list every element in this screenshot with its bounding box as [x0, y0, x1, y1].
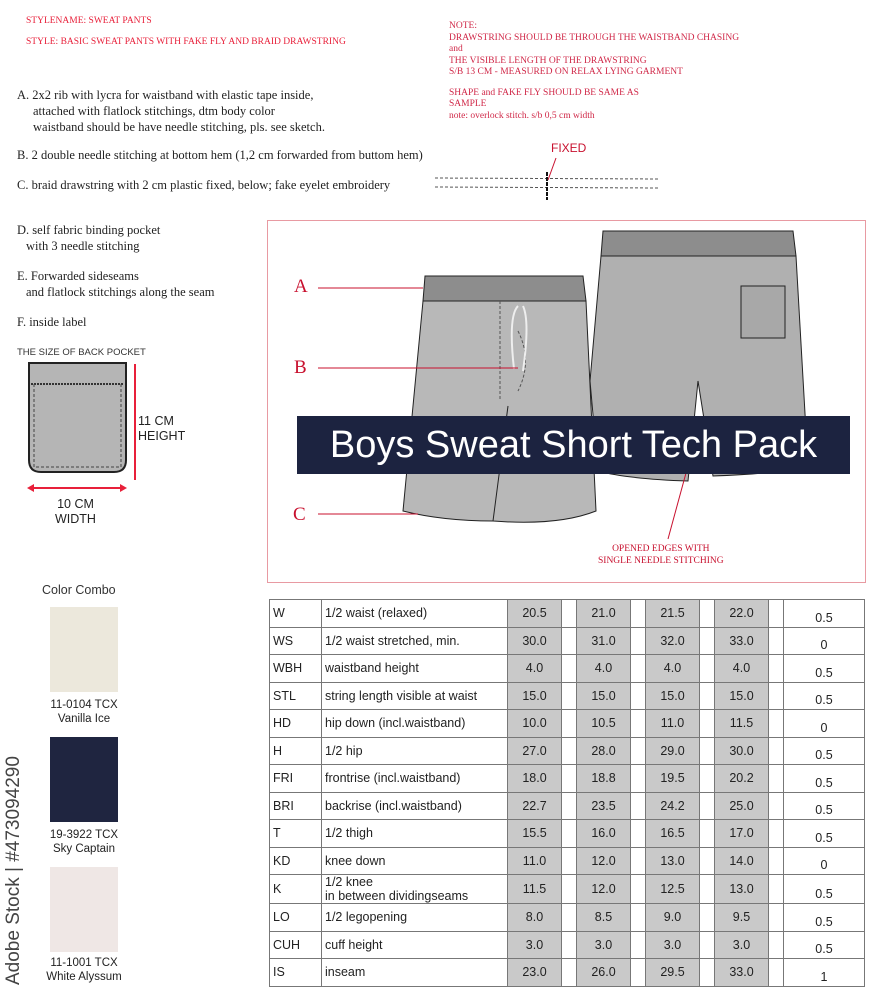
swatch-white-alyssum: [50, 867, 118, 952]
measurement-description: 1/2 waist stretched, min.: [322, 627, 508, 655]
spacer-cell: [562, 820, 577, 848]
measurement-value: 4.0: [577, 655, 631, 683]
note-line: S/B 13 CM - MEASURED ON RELAX LYING GARMENT: [449, 67, 683, 77]
color-name: Sky Captain: [52, 843, 115, 855]
spacer-cell: [769, 875, 784, 904]
spacer-cell: [631, 600, 646, 628]
measurement-code: IS: [270, 959, 322, 987]
table-row: [270, 627, 865, 655]
measurement-value: 3.0: [508, 931, 562, 959]
measurement-value: 8.5: [577, 904, 631, 932]
measurement-value: 11.0: [508, 847, 562, 875]
spacer-cell: [769, 600, 784, 628]
measurement-value: 23.0: [508, 959, 562, 987]
measurement-value: 28.0: [577, 737, 631, 765]
measurement-code: BRI: [270, 792, 322, 820]
measurement-code: T: [270, 820, 322, 848]
measurement-description: backrise (incl.waistband): [322, 792, 508, 820]
spacer-cell: [700, 875, 715, 904]
note-line: SINGLE NEEDLE STITCHING: [598, 556, 724, 566]
spacer-cell: [631, 655, 646, 683]
measurement-value: 4.0: [508, 655, 562, 683]
stylename: STYLENAME: SWEAT PANTS: [26, 16, 152, 26]
shorts-sketch: [268, 221, 864, 581]
table-row: [270, 820, 865, 848]
measurement-description: 1/2 waist (relaxed): [322, 600, 508, 628]
spec-line: and flatlock stitchings along the seam: [26, 285, 215, 299]
measurement-value: 9.0: [646, 904, 700, 932]
tolerance-value: 0: [784, 710, 865, 738]
stock-watermark: Adobe Stock | #473094290: [3, 756, 24, 985]
drawstring-note: [449, 21, 739, 122]
measurement-value: 15.0: [508, 682, 562, 710]
color-code: 11-0104 TCX: [50, 699, 118, 711]
measurement-value: 10.5: [577, 710, 631, 738]
overlock-note: note: overlock stitch. s/b 0,5 cm width: [449, 110, 595, 121]
color-name: Vanilla Ice: [57, 713, 111, 725]
spacer-cell: [562, 847, 577, 875]
spacer-cell: [700, 904, 715, 932]
color-code: 11-1001 TCX: [50, 957, 118, 969]
swatch-label: [30, 698, 138, 726]
pocket-width: [55, 497, 96, 527]
back-pocket-diagram: [25, 360, 140, 480]
table-row: [270, 655, 865, 683]
measurement-code: H: [270, 737, 322, 765]
spacer-cell: [700, 931, 715, 959]
spacer-cell: [700, 682, 715, 710]
tolerance-value: 1: [784, 959, 865, 987]
spacer-cell: [631, 875, 646, 904]
measurement-value: 3.0: [577, 931, 631, 959]
spec-line: waistband should be have needle stitching, pls. see sketch.: [33, 120, 325, 134]
spacer-cell: [631, 847, 646, 875]
note-line: SAMPLE: [449, 99, 487, 109]
measurement-code: WS: [270, 627, 322, 655]
measurement-code: HD: [270, 710, 322, 738]
drawstring-detail-diagram: [430, 150, 670, 205]
spacer-cell: [562, 765, 577, 793]
tolerance-value: 0.5: [784, 875, 865, 904]
table-row: [270, 847, 865, 875]
spec-line: A. 2x2 rib with lycra for waistband with elastic tape inside,: [17, 88, 314, 102]
spec-line: E. Forwarded sideseams: [17, 269, 139, 283]
measurement-value: 15.0: [715, 682, 769, 710]
spacer-cell: [562, 959, 577, 987]
measurement-value: 19.5: [646, 765, 700, 793]
measurement-value: 14.0: [715, 847, 769, 875]
spacer-cell: [631, 765, 646, 793]
measurement-value: 11.5: [508, 875, 562, 904]
measurement-value: 15.0: [646, 682, 700, 710]
measurement-description: 1/2 knee in between dividingseams: [322, 875, 508, 904]
spacer-cell: [631, 904, 646, 932]
swatch-label: [30, 828, 138, 856]
swatch-label: [30, 956, 138, 984]
measurement-description: frontrise (incl.waistband): [322, 765, 508, 793]
measurement-code: W: [270, 600, 322, 628]
note-line: SHAPE and FAKE FLY SHOULD BE SAME AS: [449, 87, 639, 98]
spacer-cell: [769, 655, 784, 683]
spacer-cell: [700, 765, 715, 793]
spacer-cell: [562, 931, 577, 959]
measurement-value: 20.5: [508, 600, 562, 628]
spacer-cell: [769, 627, 784, 655]
measurement-value: 30.0: [508, 627, 562, 655]
pocket-width-arrow: [25, 482, 135, 494]
spacer-cell: [631, 820, 646, 848]
pocket-width-value: 10 CM: [57, 497, 94, 511]
measurement-description: waistband height: [322, 655, 508, 683]
measurement-code: KD: [270, 847, 322, 875]
spacer-cell: [769, 682, 784, 710]
spec-d: [17, 222, 160, 254]
fixed-label: FIXED: [551, 141, 587, 155]
measurement-value: 24.2: [646, 792, 700, 820]
tolerance-value: 0.5: [784, 931, 865, 959]
measurement-value: 25.0: [715, 792, 769, 820]
measurement-table: [269, 599, 865, 987]
measurement-value: 12.0: [577, 847, 631, 875]
tolerance-value: 0: [784, 627, 865, 655]
measurement-code: K: [270, 875, 322, 904]
pocket-height-label: HEIGHT: [138, 429, 186, 443]
tolerance-value: 0.5: [784, 820, 865, 848]
opened-edges-note: [598, 543, 724, 567]
tolerance-value: 0.5: [784, 655, 865, 683]
measurement-value: 31.0: [577, 627, 631, 655]
spacer-cell: [700, 737, 715, 765]
marker-b: B: [294, 357, 307, 378]
color-combo-title: Color Combo: [42, 583, 116, 597]
spacer-cell: [769, 792, 784, 820]
spacer-cell: [700, 847, 715, 875]
spec-line: attached with flatlock stitchings, dtm body color: [33, 104, 275, 118]
measurement-value: 12.5: [646, 875, 700, 904]
spec-f: F. inside label: [17, 315, 87, 329]
measurement-code: FRI: [270, 765, 322, 793]
spacer-cell: [562, 655, 577, 683]
measurement-value: 11.0: [646, 710, 700, 738]
spec-line: with 3 needle stitching: [26, 239, 140, 253]
measurement-value: 29.0: [646, 737, 700, 765]
measurement-value: 4.0: [646, 655, 700, 683]
measurement-code: STL: [270, 682, 322, 710]
spacer-cell: [700, 710, 715, 738]
measurement-value: 23.5: [577, 792, 631, 820]
table-row: [270, 737, 865, 765]
spacer-cell: [631, 710, 646, 738]
measurement-value: 21.0: [577, 600, 631, 628]
spacer-cell: [769, 959, 784, 987]
tolerance-value: 0.5: [784, 792, 865, 820]
measurement-value: 3.0: [646, 931, 700, 959]
spec-a: [17, 87, 325, 135]
measurement-value: 21.5: [646, 600, 700, 628]
measurement-value: 27.0: [508, 737, 562, 765]
spacer-cell: [631, 737, 646, 765]
spacer-cell: [700, 959, 715, 987]
measurement-description: 1/2 hip: [322, 737, 508, 765]
spacer-cell: [700, 792, 715, 820]
measurement-value: 30.0: [715, 737, 769, 765]
title-banner: Boys Sweat Short Tech Pack: [297, 416, 850, 474]
spacer-cell: [769, 904, 784, 932]
swatch-vanilla-ice: [50, 607, 118, 692]
spec-c: C. braid drawstring with 2 cm plastic fixed, below; fake eyelet embroidery: [17, 178, 391, 192]
spacer-cell: [562, 600, 577, 628]
spacer-cell: [631, 682, 646, 710]
tolerance-value: 0: [784, 847, 865, 875]
note-line: NOTE:: [449, 21, 477, 31]
tolerance-value: 0.5: [784, 600, 865, 628]
measurement-value: 22.0: [715, 600, 769, 628]
table-row: [270, 792, 865, 820]
measurement-value: 18.0: [508, 765, 562, 793]
measurement-value: 15.5: [508, 820, 562, 848]
measurement-value: 8.0: [508, 904, 562, 932]
measurement-code: WBH: [270, 655, 322, 683]
measurement-value: 33.0: [715, 959, 769, 987]
pocket-width-label: WIDTH: [55, 512, 96, 526]
spacer-cell: [769, 847, 784, 875]
spacer-cell: [562, 710, 577, 738]
style-description: STYLE: BASIC SWEAT PANTS WITH FAKE FLY AND BRAID DRAWSTRING: [26, 37, 346, 47]
spacer-cell: [769, 710, 784, 738]
spacer-cell: [700, 655, 715, 683]
spec-e: [17, 268, 215, 300]
spacer-cell: [769, 737, 784, 765]
measurement-value: 11.5: [715, 710, 769, 738]
note-line: DRAWSTRING SHOULD BE THROUGH THE WAISTBAND CHASING: [449, 32, 740, 43]
color-code: 19-3922 TCX: [49, 829, 119, 841]
measurement-value: 22.7: [508, 792, 562, 820]
spacer-cell: [562, 737, 577, 765]
table-row: [270, 931, 865, 959]
measurement-description: string length visible at waist: [322, 682, 508, 710]
measurement-value: 18.8: [577, 765, 631, 793]
marker-c: C: [293, 504, 306, 525]
measurement-description: inseam: [322, 959, 508, 987]
spec-b: B. 2 double needle stitching at bottom hem (1,2 cm forwarded from buttom hem): [17, 148, 423, 162]
measurement-value: 13.0: [715, 875, 769, 904]
measurement-value: 10.0: [508, 710, 562, 738]
back-pocket-title: THE SIZE OF BACK POCKET: [17, 347, 146, 358]
marker-a: A: [294, 276, 308, 297]
measurement-value: 29.5: [646, 959, 700, 987]
table-row: [270, 875, 865, 904]
spacer-cell: [769, 820, 784, 848]
note-line: OPENED EDGES WITH: [612, 544, 710, 554]
measurement-value: 20.2: [715, 765, 769, 793]
spacer-cell: [562, 875, 577, 904]
tolerance-value: 0.5: [784, 682, 865, 710]
pocket-height-value: 11 CM: [138, 414, 174, 428]
table-row: [270, 682, 865, 710]
spec-line: D. self fabric binding pocket: [17, 223, 161, 237]
table-row: [270, 959, 865, 987]
table-row: [270, 904, 865, 932]
measurement-description: knee down: [322, 847, 508, 875]
spacer-cell: [631, 931, 646, 959]
tolerance-value: 0.5: [784, 737, 865, 765]
spacer-cell: [769, 931, 784, 959]
swatch-sky-captain: [50, 737, 118, 822]
tolerance-value: 0.5: [784, 765, 865, 793]
measurement-value: 17.0: [715, 820, 769, 848]
measurement-value: 3.0: [715, 931, 769, 959]
table-row: [270, 710, 865, 738]
measurement-value: 15.0: [577, 682, 631, 710]
spacer-cell: [562, 627, 577, 655]
spacer-cell: [769, 765, 784, 793]
table-row: [270, 600, 865, 628]
note-line: THE VISIBLE LENGTH OF THE DRAWSTRING: [449, 55, 647, 66]
tolerance-value: 0.5: [784, 904, 865, 932]
note-line: and: [449, 44, 463, 54]
spacer-cell: [562, 682, 577, 710]
measurement-value: 33.0: [715, 627, 769, 655]
table-row: [270, 765, 865, 793]
measurement-code: LO: [270, 904, 322, 932]
spacer-cell: [562, 904, 577, 932]
measurement-value: 13.0: [646, 847, 700, 875]
measurement-value: 32.0: [646, 627, 700, 655]
measurement-value: 26.0: [577, 959, 631, 987]
measurement-value: 16.5: [646, 820, 700, 848]
spacer-cell: [631, 627, 646, 655]
measurement-description: 1/2 legopening: [322, 904, 508, 932]
measurement-code: CUH: [270, 931, 322, 959]
measurement-value: 12.0: [577, 875, 631, 904]
measurement-value: 16.0: [577, 820, 631, 848]
spacer-cell: [700, 820, 715, 848]
pocket-height: [138, 414, 185, 444]
measurement-value: 4.0: [715, 655, 769, 683]
spacer-cell: [631, 792, 646, 820]
spacer-cell: [700, 627, 715, 655]
color-name: White Alyssum: [46, 971, 122, 983]
spacer-cell: [631, 959, 646, 987]
measurement-description: 1/2 thigh: [322, 820, 508, 848]
measurement-description: cuff height: [322, 931, 508, 959]
spacer-cell: [700, 600, 715, 628]
measurement-value: 9.5: [715, 904, 769, 932]
spacer-cell: [562, 792, 577, 820]
measurement-description: hip down (incl.waistband): [322, 710, 508, 738]
